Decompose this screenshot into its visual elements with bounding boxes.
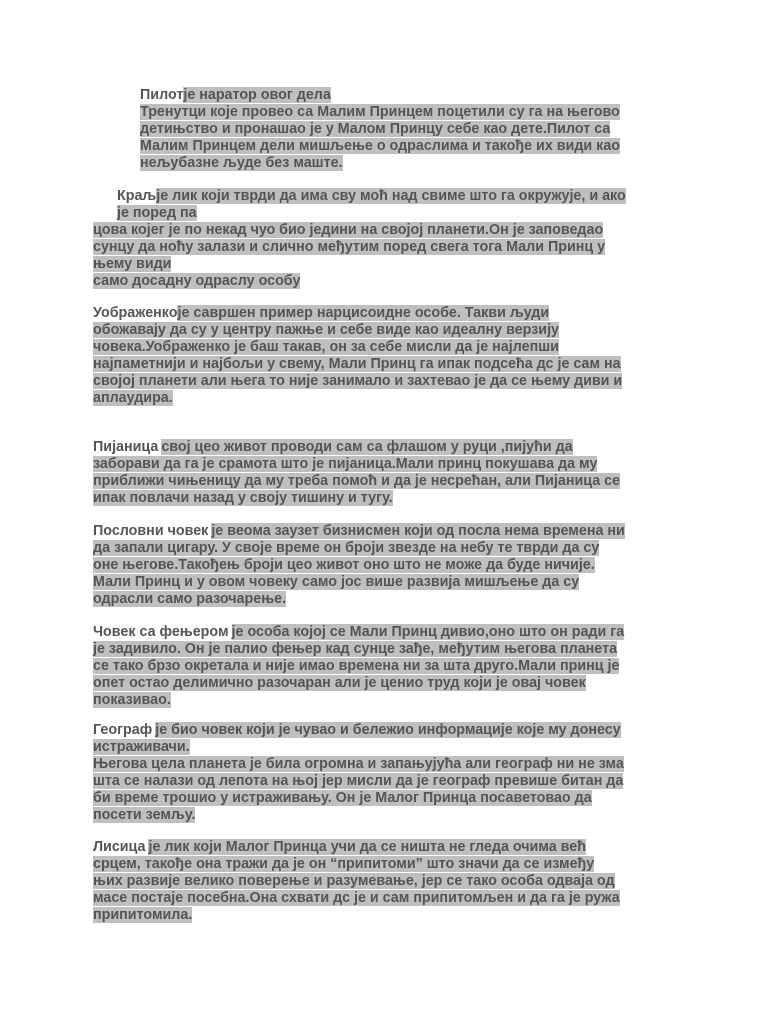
paragraph-poslovni-covek [93,523,677,608]
highlighted-text: опет остао делимично разочаран али је ценио труд који је овај човек [93,674,586,691]
paragraph-line [140,87,670,104]
highlighted-text: је веома заузет бизнисмен који од посла нема времена ни [211,523,625,539]
character-name: Пилот [140,87,184,103]
highlighted-text: аплаудира. [93,389,173,406]
character-name: Краљ [117,188,157,204]
highlighted-text: масе постаје посебна.Она схвати дс је и сам припитомљен и да га је ружа [93,889,620,906]
highlighted-text: показивао. [93,691,171,708]
highlighted-text: Малим Принцем дели мишљење о одраслима и такође их види као [140,137,620,154]
highlighted-text: Мали Принц и у овом човеку само јос више развија мишљење да су [93,573,580,590]
character-name: Географ [93,722,153,738]
character-name: Уображенко [93,305,178,321]
highlighted-text: Његова цела планета је била огромна и запањујућа али географ ни не зма [93,755,624,772]
highlighted-text: је лик који Малог Принца учи да се ништа не гледа очима већ [148,839,586,855]
highlighted-text: одрасли само разочарење. [93,590,287,607]
highlighted-text: срцем, такође она тражи да је он “припитоми” што значи да се између [93,855,595,872]
paragraph-covek-sa-fenjerom [93,624,677,709]
paragraph-lisica [93,839,677,924]
highlighted-text: да запали цигару. У своје време он броји звезде на небу те тврди да су [93,539,600,556]
highlighted-text: само досадну одраслу особу [93,272,301,289]
highlighted-text: је поред па [117,204,197,221]
highlighted-text: свој цео живот проводи сам са флашом у руци ,пијући да [161,439,573,455]
paragraph-pilot [140,87,670,172]
highlighted-text: је лик који тврди да има сву моћ над свиме што га окружује, и ако [156,188,626,204]
highlighted-text: најпаметнији и најбољи у свему, Мали Принц га ипак подсећа дс је сам на [93,355,621,372]
highlighted-text: Тренутци које провео са Малим Принцем поцетили су га на његово [140,103,620,120]
highlighted-text: се тако брзо окретала и није имао времена ни за шта друго.Мали принц је [93,657,620,674]
highlighted-text: је особа којој се Мали Принц дивио,оно што он ради га [231,624,625,640]
highlighted-text: шта се налази од лепота на њој јер мисли да је географ превише битан да [93,772,624,789]
paragraph-geograf [93,722,677,823]
character-name: Човек са фењером [93,624,229,640]
highlighted-text: истраживачи. [93,738,190,755]
highlighted-text: човека.Уображенко је баш такав, он за себе мисли да је најлепши [93,338,559,355]
highlighted-text: је задивило. Он је палио фењер кад сунце зађе, међутим његова планета [93,640,618,657]
highlighted-text: је наратор овог дела [183,87,331,103]
highlighted-text: сунцу да ноћу залази и слично међутим поред свега тога Мали Принц у [93,238,606,255]
highlighted-text: би време трошио у истраживању. Он је Малог Принца посаветовао да [93,789,592,806]
highlighted-text: детињство и пронашао је у Малом Принцу себе као дете.Пилот са [140,120,611,137]
paragraph-kralj [93,188,677,289]
character-name: Пословни човек [93,523,209,539]
highlighted-text: нељубазне људе без маште. [140,154,343,171]
paragraph-uobrazenko [93,305,677,406]
highlighted-text: посети земљу. [93,806,196,823]
highlighted-text: заборави да га је срамота што је пијаница.Мали принц покушава да му [93,455,598,472]
highlighted-text: је био човек који је чувао и бележио информације које му донесу [155,722,621,738]
paragraph-pijanica [93,439,677,507]
highlighted-text: приближи чињеницу да му треба помоћ и да је несрећан, али Пијаница се [93,472,621,489]
highlighted-text: њих развије велико поверење и разумевање, јер се тако особа одваја од [93,872,615,889]
highlighted-text: припитомила. [93,906,193,923]
highlighted-text: обожавају да су у центру пажње и себе виде као идеалну верзију [93,321,560,338]
highlighted-text: оне његове.Такођењ броји цео живот оно што не може да буде ничије. [93,556,595,573]
highlighted-text: ипак повлачи назад у своју тишину и тугу. [93,489,393,506]
highlighted-text: је савршен пример нарцисоидне особе. Такви људи [177,305,550,321]
highlighted-text: њему види [93,255,172,272]
highlighted-text: својој планети али њега то није занимало и захтевао је да се њему диви и [93,372,623,389]
character-name: Пијаница [93,439,159,455]
highlighted-text: цова којег је по некад чуо био једини на својој планети.Он је заповедао [93,221,604,238]
character-name: Лисица [93,839,146,855]
